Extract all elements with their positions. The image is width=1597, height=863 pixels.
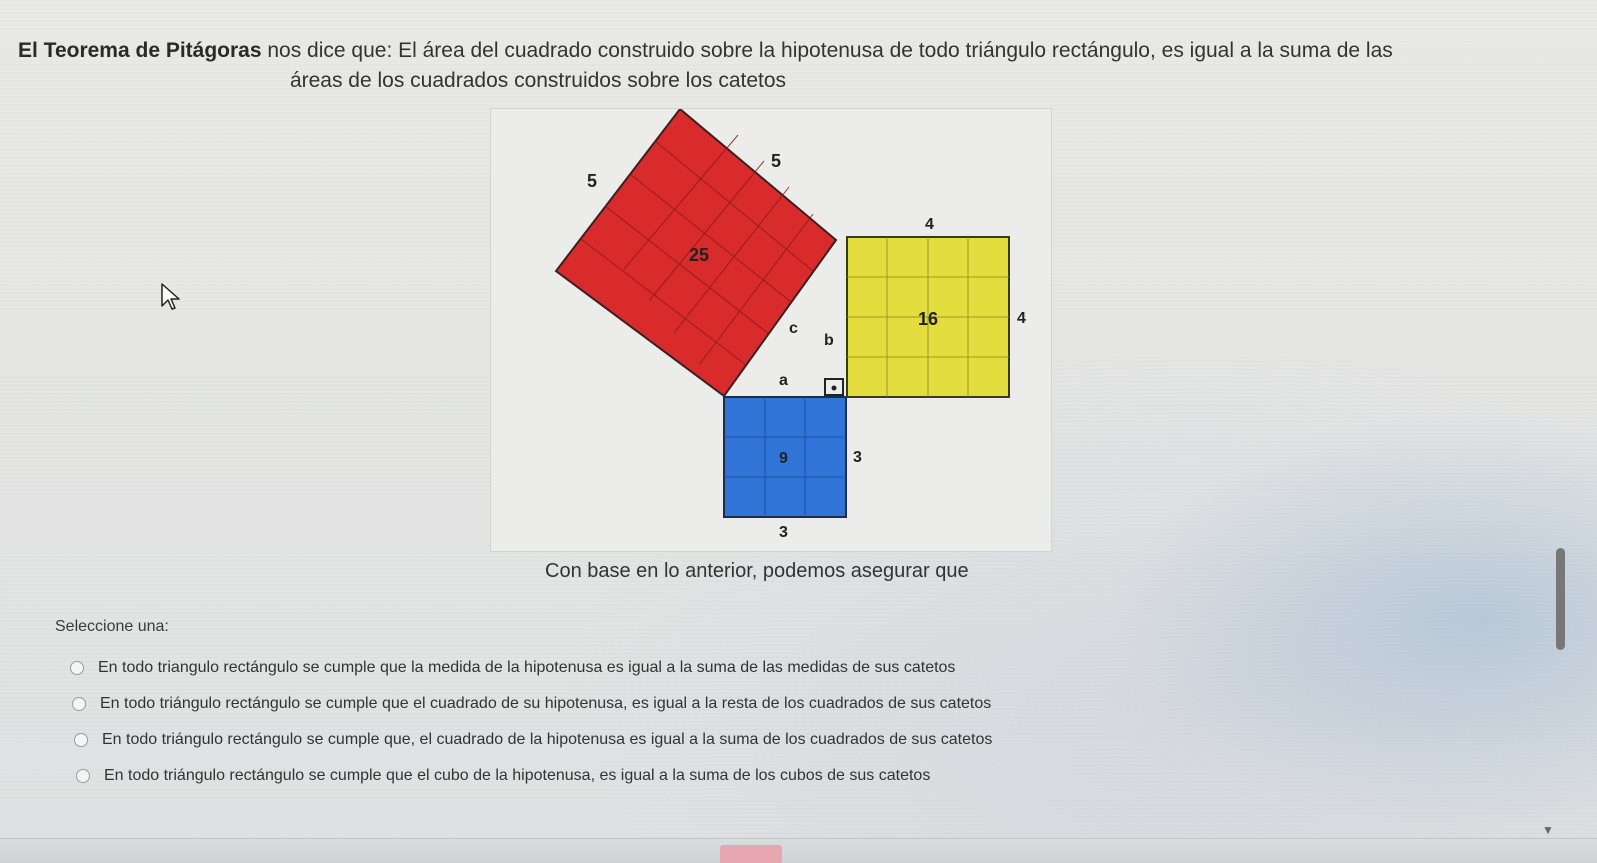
pythagoras-diagram (491, 109, 1051, 551)
red-area-label: 25 (689, 245, 710, 265)
scrollbar-thumb[interactable] (1556, 548, 1565, 650)
vertex-label-a: a (779, 372, 788, 389)
radio-button-icon[interactable] (74, 733, 88, 747)
question-text (18, 36, 1498, 96)
mouse-cursor-icon (160, 282, 182, 312)
answer-option-a[interactable] (70, 650, 992, 686)
red-side-label-top: 5 (771, 151, 782, 171)
yellow-side-label-right: 4 (1017, 310, 1026, 327)
question-line-2: áreas de los cuadrados construidos sobre los catetos (289, 69, 787, 92)
taskbar-tab[interactable] (720, 845, 782, 863)
scroll-down-arrow-icon[interactable]: ▼ (1542, 823, 1554, 837)
select-one-label: Seleccione una: (55, 618, 169, 635)
blue-area-label: 9 (779, 450, 788, 467)
answer-options (70, 650, 992, 794)
radio-button-icon[interactable] (72, 697, 86, 711)
answer-option-label: En todo triángulo rectángulo se cumple que el cuadrado de su hipotenusa, es igual a la resta de los cuadrados de sus catetos (100, 695, 992, 712)
answer-option-label: En todo triángulo rectángulo se cumple que el cubo de la hipotenusa, es igual a la suma de los cubos de sus catetos (104, 767, 931, 784)
vertex-label-c: c (789, 320, 798, 337)
right-angle-dot (832, 386, 837, 391)
answer-option-label: En todo triangulo rectángulo se cumple que la medida de la hipotenusa es igual a la suma de las medidas de sus catetos (98, 659, 956, 676)
answer-option-label: En todo triángulo rectángulo se cumple que, el cuadrado de la hipotenusa es igual a la suma de los cuadrados de sus catetos (102, 731, 993, 748)
answer-option-c[interactable] (74, 722, 992, 758)
blue-side-label-bottom: 3 (779, 524, 788, 541)
pythagoras-figure (490, 108, 1052, 552)
vertex-label-b: b (824, 332, 834, 349)
radio-button-icon[interactable] (70, 661, 84, 675)
bottom-taskbar (0, 838, 1597, 863)
yellow-side-label-top: 4 (925, 216, 934, 233)
answer-option-d[interactable] (76, 758, 992, 794)
theorem-term: El Teorema de Pitágoras (18, 39, 262, 62)
answer-option-b[interactable] (72, 686, 992, 722)
blue-side-label-right: 3 (853, 449, 862, 466)
red-side-label-left: 5 (587, 171, 598, 191)
yellow-area-label: 16 (918, 309, 939, 329)
question-line-1-rest: nos dice que: El área del cuadrado construido sobre la hipotenusa de todo triángulo rectángulo, es igual a la suma de las (261, 39, 1393, 62)
radio-button-icon[interactable] (76, 769, 90, 783)
question-prompt: Con base en lo anterior, podemos asegurar que (545, 560, 969, 582)
question-line-1 (18, 36, 1498, 66)
